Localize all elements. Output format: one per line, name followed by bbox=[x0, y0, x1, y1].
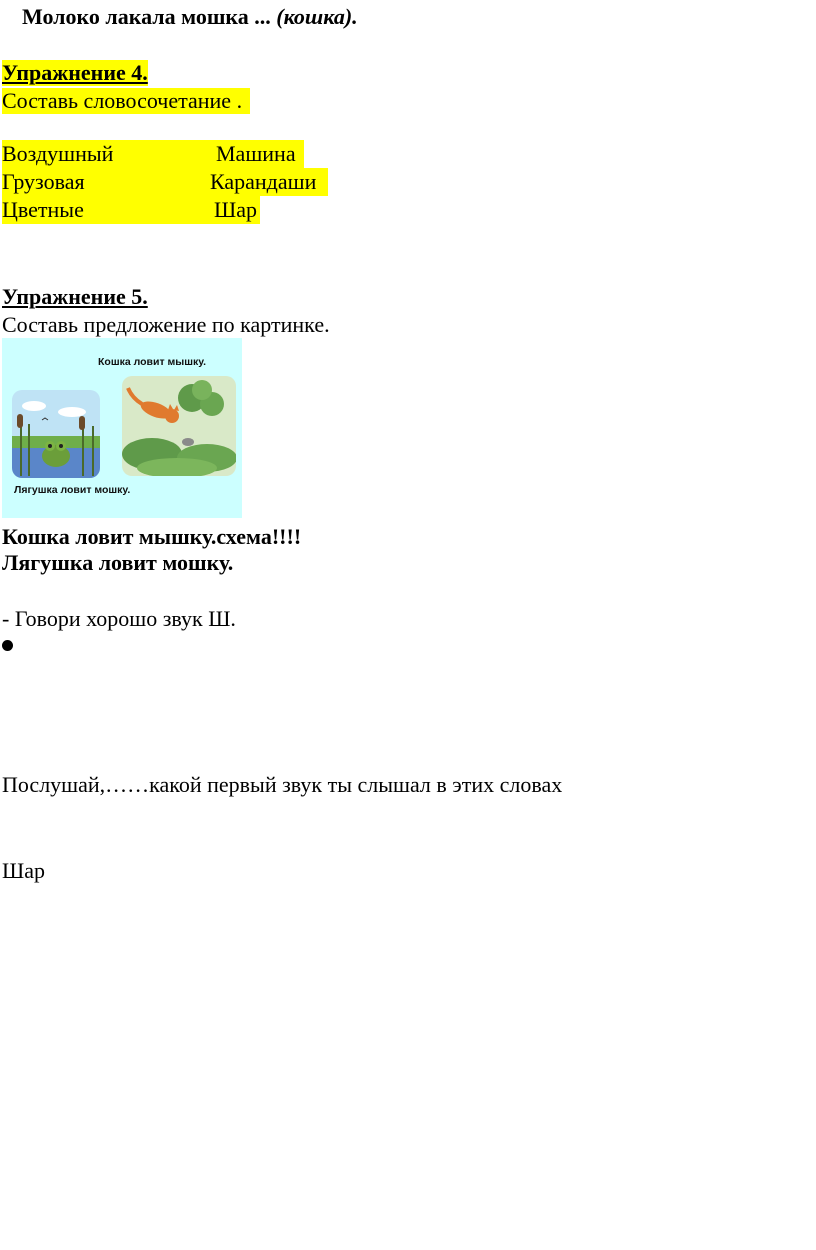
picture-caption-top: Кошка ловит мышку. bbox=[98, 356, 207, 368]
sentence-1: Кошка ловит мышку.схема!!!! bbox=[2, 524, 302, 549]
exercise5-instruction: Составь предложение по картинке. bbox=[2, 312, 330, 337]
sentence-2: Лягушка ловит мошку. bbox=[2, 550, 234, 575]
frog-illustration bbox=[12, 390, 100, 478]
speech-instruction: - Говори хорошо звук Ш. bbox=[2, 606, 236, 631]
pair-right-word: Карандаши bbox=[210, 169, 317, 194]
exercise4-instruction: Составь словосочетание . bbox=[2, 88, 250, 114]
pair-right-word: Шар bbox=[214, 197, 257, 222]
intro-line bbox=[22, 4, 358, 30]
pair-left-word: Воздушный bbox=[2, 141, 114, 166]
word-pair-row bbox=[2, 168, 328, 196]
pair-right-word: Машина bbox=[216, 141, 296, 166]
word-pair-row bbox=[2, 196, 260, 224]
exercise5-title: Упражнение 5. bbox=[2, 284, 148, 309]
word-pair-row bbox=[2, 140, 304, 168]
picture-caption-bottom: Лягушка ловит мошку. bbox=[14, 484, 131, 496]
pair-left-word: Цветные bbox=[2, 197, 84, 222]
intro-text: Молоко лакала мошка ... bbox=[22, 4, 271, 29]
exercise-picture bbox=[2, 338, 242, 518]
cat-illustration bbox=[122, 376, 236, 476]
exercise4-title: Упражнение 4. bbox=[2, 60, 148, 85]
listen-instruction: Послушай,……какой первый звук ты слышал в этих словах bbox=[2, 772, 563, 797]
intro-answer: (кошка). bbox=[276, 4, 358, 29]
pair-left-word: Грузовая bbox=[2, 169, 85, 194]
word-shar: Шар bbox=[2, 858, 45, 883]
bullet-icon bbox=[2, 640, 13, 651]
